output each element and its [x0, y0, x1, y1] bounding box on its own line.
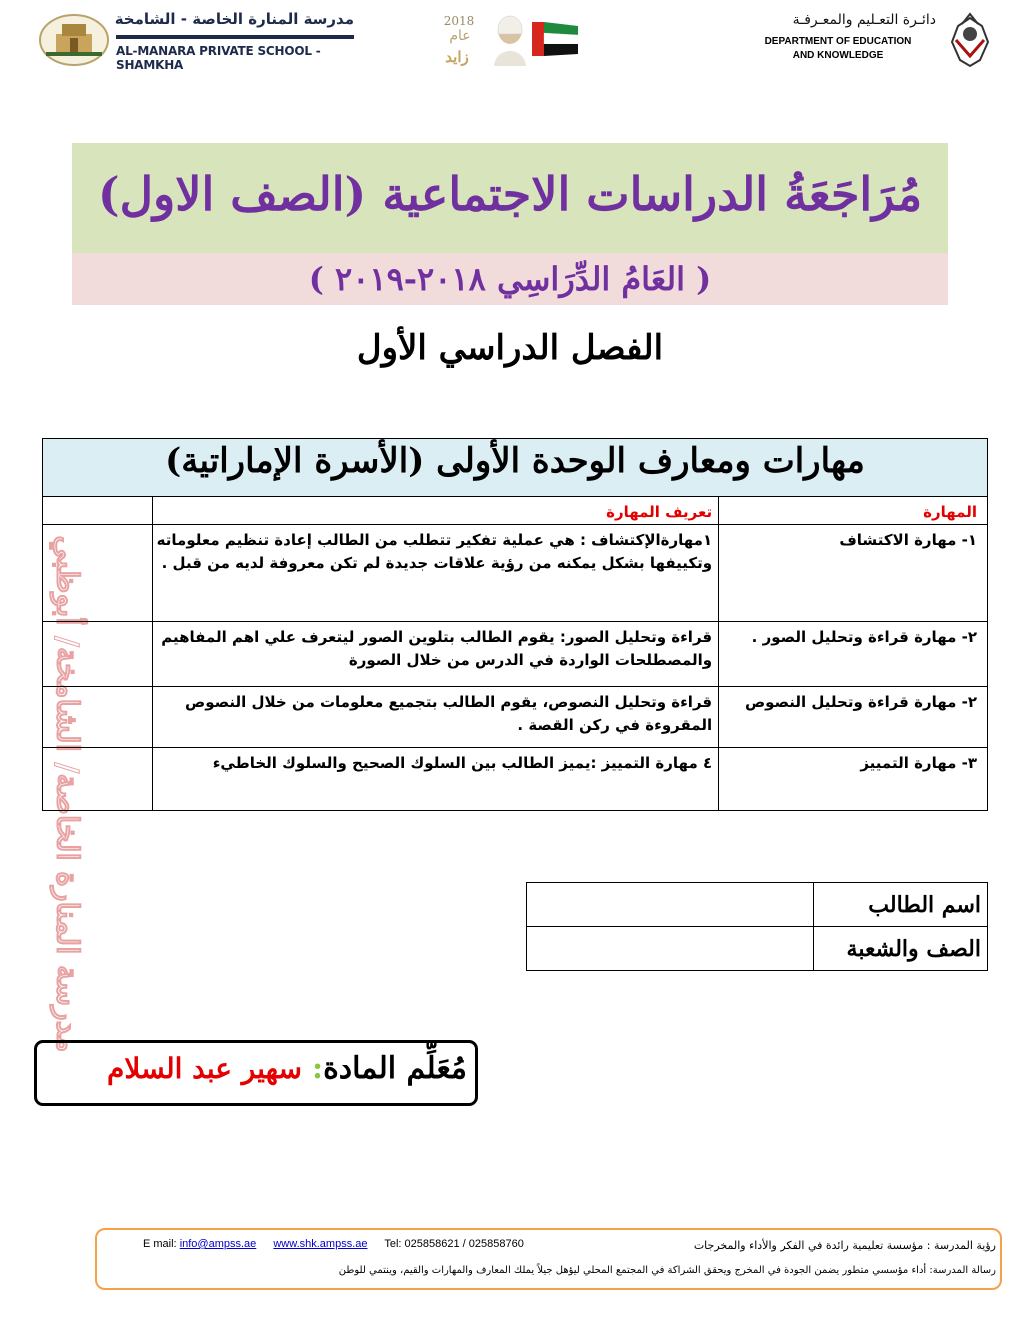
- column-header-skill: المهارة: [719, 497, 988, 525]
- table-row: [43, 525, 988, 622]
- tel-label: Tel:: [384, 1238, 402, 1250]
- tel-number: 025858621 / 025858760: [404, 1238, 524, 1250]
- year-of-zayed-logo: [420, 6, 580, 70]
- contact-line: [143, 1238, 524, 1250]
- year-banner: [72, 253, 948, 305]
- empty-cell: [43, 622, 153, 687]
- school-divider: [116, 35, 354, 39]
- year-label: عام: [449, 28, 471, 44]
- class-section-label: الصف والشعبة: [814, 927, 988, 971]
- email-link[interactable]: info@ampss.ae: [179, 1238, 257, 1250]
- adek-logo-block: [740, 10, 1000, 74]
- teacher-name: سهير عبد السلام: [107, 1052, 302, 1085]
- student-name-label: اسم الطالب: [814, 883, 988, 927]
- abu-dhabi-emblem-icon: [940, 10, 1000, 70]
- definition-cell: قراءة وتحليل الصور: يقوم الطالب بتلوين الصور ليتعرف علي اهم المفاهيم والمصطلحات الواردة في الدرس من خلال الصورة: [152, 622, 719, 687]
- class-section-field[interactable]: [527, 927, 814, 971]
- table-row: [43, 622, 988, 687]
- skills-table: [42, 438, 988, 811]
- semester-heading: الفصل الدراسي الأول: [356, 328, 664, 368]
- teacher-label: مُعَلِّم المادة: [323, 1051, 467, 1086]
- portrait-icon: [490, 12, 530, 66]
- adek-name-ar: دائـرة التعـليم والمعـرفـة: [792, 12, 936, 28]
- skill-cell: ٢- مهارة قراءة وتحليل الصور .: [719, 622, 988, 687]
- uae-flag-icon: [532, 22, 578, 56]
- school-name-en: AL-MANARA PRIVATE SCHOOL - SHAMKHA: [116, 44, 321, 72]
- skills-table-heading: مهارات ومعارف الوحدة الأولى (الأسرة الإماراتية): [43, 439, 988, 497]
- teacher-colon: :: [312, 1051, 324, 1086]
- footer-box: [95, 1228, 1002, 1290]
- teacher-box: [34, 1040, 478, 1106]
- skill-cell: ٣- مهارة التمييز: [719, 748, 988, 811]
- table-row: [43, 687, 988, 748]
- academic-year: ( العَامُ الدِّرَاسِي ٢٠١٨-٢٠١٩ ): [308, 260, 712, 298]
- title-banner: [72, 143, 948, 253]
- empty-cell: [43, 497, 153, 525]
- school-logo-block: [38, 6, 356, 70]
- empty-cell: [43, 525, 153, 622]
- zayed-calligraphy: زايد: [445, 48, 469, 66]
- school-crest-icon: [38, 8, 110, 66]
- website-link[interactable]: www.shk.ampss.ae: [273, 1238, 368, 1250]
- watermark-text: مدرسة المنارة الخاصة/ الشامخة/ أبوظبي: [49, 535, 85, 1053]
- adek-name-en-line2: AND KNOWLEDGE: [792, 50, 884, 61]
- year-number: 2018: [443, 14, 475, 28]
- empty-cell: [43, 748, 153, 811]
- school-name-ar: مدرسة المنارة الخاصة - الشامخة: [114, 10, 354, 28]
- student-name-field[interactable]: [527, 883, 814, 927]
- table-row: [43, 748, 988, 811]
- school-mission: رسالة المدرسة: أداء مؤسسي متطور يضمن الجودة في المخرج ويحقق الشراكة في المجتمع المحلي ليؤهل جيلاً يملك المعارف والمهارات والقيم، وينتمي للوطن: [338, 1265, 996, 1276]
- empty-cell: [43, 687, 153, 748]
- column-header-definition: تعريف المهارة: [152, 497, 719, 525]
- adek-name-en-line1: DEPARTMENT OF EDUCATION: [764, 36, 912, 47]
- page-title: مُرَاجَعَةُ الدراسات الاجتماعية (الصف الاول): [97, 167, 923, 221]
- skill-cell: ٢- مهارة قراءة وتحليل النصوص: [719, 687, 988, 748]
- student-info-table: [526, 882, 988, 971]
- skill-cell: ١- مهارة الاكتشاف: [719, 525, 988, 622]
- definition-cell: ٤ مهارة التمييز :يميز الطالب بين السلوك الصحيح والسلوك الخاطيء: [152, 748, 719, 811]
- definition-cell: ١مهارةالإكتشاف : هي عملية تفكير تتطلب من الطالب إعادة تنظيم معلوماته وتكييفها بشكل يمكنه من رؤية علاقات جديدة لم تكن معروفة لديه من قبل .: [152, 525, 719, 622]
- school-vision: رؤية المدرسة : مؤسسة تعليمية رائدة في الفكر والأداء والمخرجات: [693, 1239, 996, 1252]
- definition-cell: قراءة وتحليل النصوص، يقوم الطالب بتجميع معلومات من خلال النصوص المقروءة في ركن القصة .: [152, 687, 719, 748]
- email-label: E mail:: [143, 1238, 177, 1250]
